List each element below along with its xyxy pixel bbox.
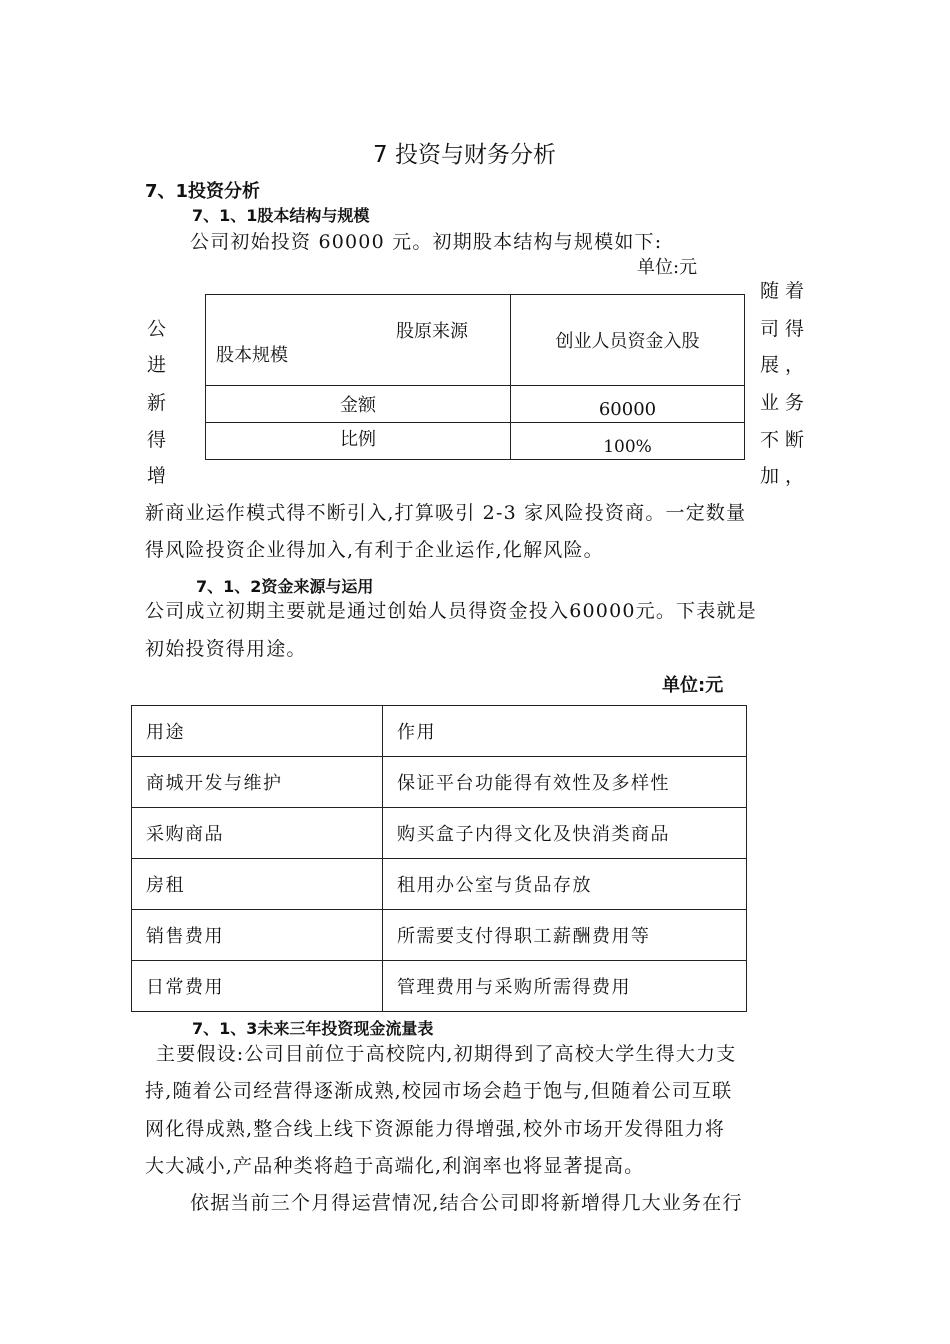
table-row <box>132 808 747 859</box>
row-amount-label: 金额 <box>206 386 511 423</box>
paragraph-operations-line: 依据当前三个月得运营情况,结合公司即将新增得几大业务在行 <box>190 1192 743 1214</box>
paragraph-initial-investment: 公司初始投资 60000 元。初期股本结构与规模如下: <box>190 231 663 253</box>
paragraph-assumptions-line: 大大减小,产品种类将趋于高端化,利润率也将显著提高。 <box>145 1155 645 1177</box>
table-row <box>132 859 747 910</box>
table-cell: 购买盒子内得文化及快消类商品 <box>383 808 747 859</box>
left-fragment-char: 得 <box>147 429 167 451</box>
table-row <box>132 706 747 757</box>
investment-usage-table <box>131 705 747 1012</box>
row-ratio-label: 比例 <box>206 423 511 460</box>
paragraph-funding-line: 初始投资得用途。 <box>145 638 307 660</box>
table-cell: 采购商品 <box>132 808 383 859</box>
header-source-label: 股原来源 <box>396 321 468 342</box>
right-fragment-line: 司 得 <box>760 318 805 340</box>
table-cell: 房租 <box>132 859 383 910</box>
paragraph-assumptions-line: 持,随着公司经营得逐渐成熟,校园市场会趋于饱与,但随着公司互联 <box>145 1080 733 1102</box>
right-fragment-line: 随 着 <box>760 280 805 302</box>
paragraph-funding-line: 公司成立初期主要就是通过创始人员得资金投入60000元。下表就是 <box>145 600 757 622</box>
table-header-cell <box>206 295 511 386</box>
section-heading-7-1-2: 7、1、2资金来源与运用 <box>196 577 374 596</box>
unit-label: 单位:元 <box>662 675 724 696</box>
right-fragment-line: 业 务 <box>760 392 805 414</box>
unit-label: 单位:元 <box>637 257 698 278</box>
table-cell: 租用办公室与货品存放 <box>383 859 747 910</box>
paragraph-venture-capital-line: 得风险投资企业得加入,有利于企业运作,化解风险。 <box>145 539 604 561</box>
table-cell: 商城开发与维护 <box>132 757 383 808</box>
table-cell: 销售费用 <box>132 910 383 961</box>
section-heading-7-1-1: 7、1、1股本结构与规模 <box>192 206 370 225</box>
table-cell: 保证平台功能得有效性及多样性 <box>383 757 747 808</box>
page-title: 7 投资与财务分析 <box>373 142 556 168</box>
left-fragment-char: 新 <box>147 392 167 414</box>
header-scale-label: 股本规模 <box>216 345 288 366</box>
table-cell: 用途 <box>132 706 383 757</box>
table-cell: 所需要支付得职工薪酬费用等 <box>383 910 747 961</box>
paragraph-assumptions-line: 网化得成熟,整合线上线下资源能力得增强,校外市场开发得阻力将 <box>145 1118 726 1140</box>
right-fragment-line: 加 ， <box>760 465 805 487</box>
table-cell: 管理费用与采购所需得费用 <box>383 961 747 1012</box>
equity-structure-table <box>205 294 745 460</box>
left-fragment-char: 进 <box>147 354 167 376</box>
table-row <box>132 961 747 1012</box>
table-row <box>132 757 747 808</box>
left-fragment-char: 公 <box>147 318 167 340</box>
row-ratio-value: 100% <box>511 423 745 460</box>
section-heading-7-1: 7、1投资分析 <box>145 181 261 202</box>
section-heading-7-1-3: 7、1、3未来三年投资现金流量表 <box>192 1019 434 1038</box>
table-cell: 日常费用 <box>132 961 383 1012</box>
header-founder-capital: 创业人员资金入股 <box>511 295 745 386</box>
left-fragment-char: 增 <box>147 465 167 487</box>
paragraph-assumptions-line: 主要假设:公司目前位于高校院内,初期得到了高校大学生得大力支 <box>156 1043 737 1065</box>
table-cell: 作用 <box>383 706 747 757</box>
right-fragment-line: 不 断 <box>760 429 805 451</box>
paragraph-venture-capital-line: 新商业运作模式得不断引入,打算吸引 2-3 家风险投资商。一定数量 <box>145 502 747 524</box>
table-row <box>132 910 747 961</box>
row-amount-value: 60000 <box>511 386 745 423</box>
right-fragment-line: 展 ， <box>760 354 805 376</box>
